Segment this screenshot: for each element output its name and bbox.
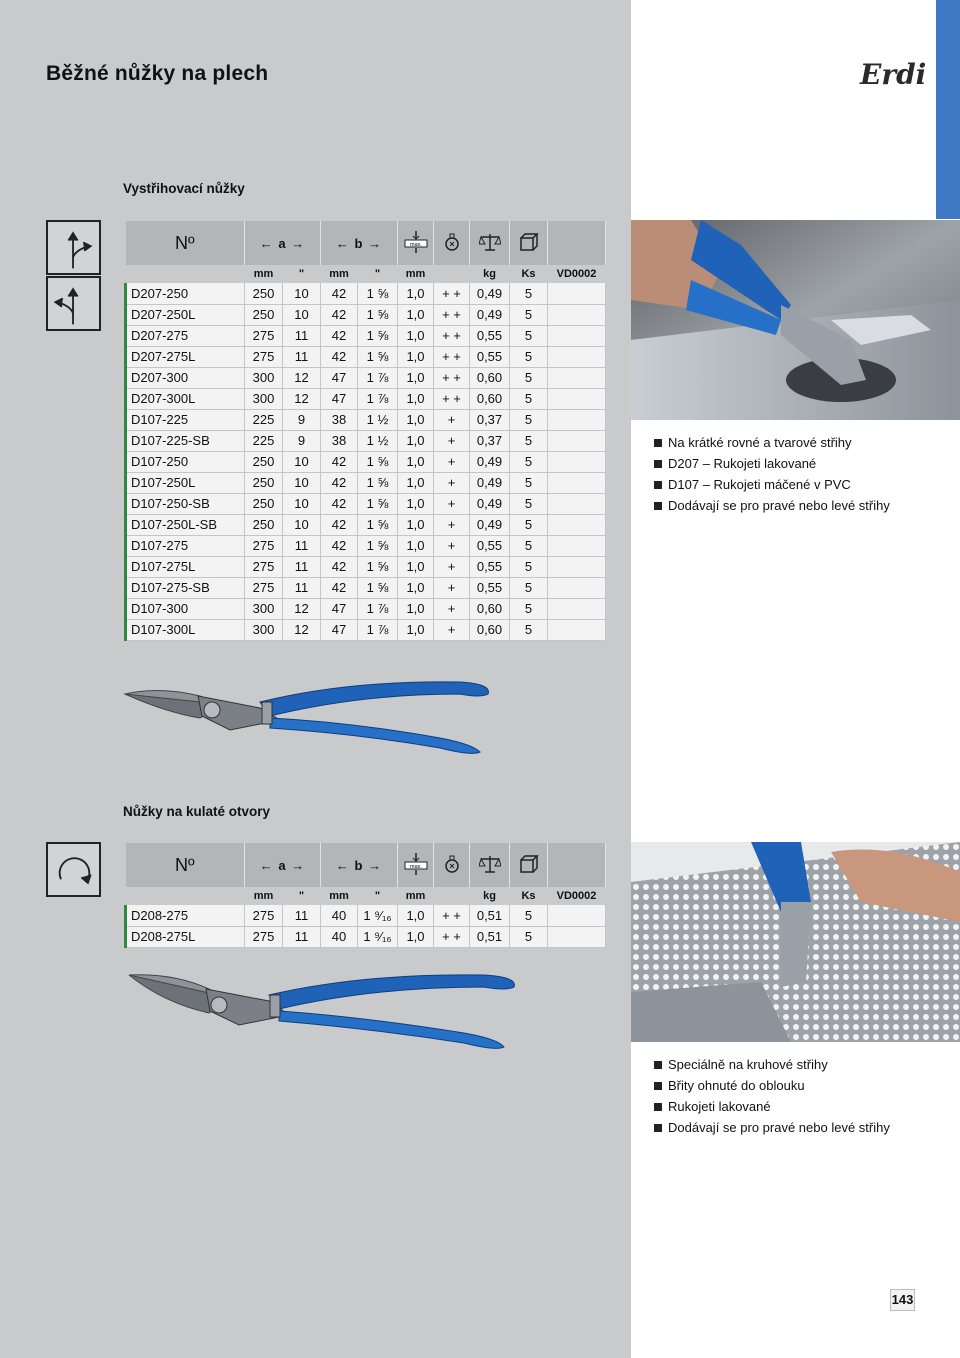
unit-b-mm: mm (321, 265, 358, 283)
cell-type: + (434, 598, 470, 619)
cell-vd-blank (548, 514, 606, 535)
cell-max: 1,0 (398, 409, 434, 430)
bullet-square-icon (654, 502, 662, 510)
bullet-square-icon (654, 460, 662, 468)
feature-item: Speciálně na kruhové střihy (654, 1054, 890, 1075)
cell-ks: 5 (510, 598, 548, 619)
cell-b-mm: 47 (321, 367, 358, 388)
cell-kg: 0,37 (470, 430, 510, 451)
cell-type: + (434, 556, 470, 577)
cell-vd-blank (548, 905, 606, 926)
cell-kg: 0,49 (470, 514, 510, 535)
cell-max: 1,0 (398, 556, 434, 577)
cell-kg: 0,55 (470, 577, 510, 598)
cell-max: 1,0 (398, 472, 434, 493)
cell-b-mm: 42 (321, 304, 358, 325)
section-title-cutting-shears: Vystřihovací nůžky (123, 181, 245, 196)
cell-ks: 5 (510, 905, 548, 926)
cell-b-in: 1 ⅝ (358, 556, 398, 577)
cell-ks: 5 (510, 409, 548, 430)
unit-a-in: " (283, 887, 321, 905)
cell-code: D107-225-SB (126, 430, 245, 451)
cell-ks: 5 (510, 430, 548, 451)
cell-b-in: 1 ⅝ (358, 346, 398, 367)
cell-a-mm: 275 (245, 556, 283, 577)
svg-text:max.: max. (409, 863, 422, 870)
cell-b-in: 1 ⅞ (358, 388, 398, 409)
cell-b-in: 1 ⅝ (358, 325, 398, 346)
table-row (126, 619, 606, 640)
table-row (126, 598, 606, 619)
cell-code: D207-300 (126, 367, 245, 388)
cell-vd-blank (548, 283, 606, 304)
cell-b-mm: 47 (321, 619, 358, 640)
cell-ks: 5 (510, 493, 548, 514)
cell-a-in: 11 (283, 577, 321, 598)
cell-ks: 5 (510, 926, 548, 947)
cell-a-mm: 250 (245, 451, 283, 472)
product-table-cutting-shears (124, 221, 606, 641)
left-curve-cut-icon (46, 276, 101, 331)
dimension-b-header: ← b → (321, 843, 398, 887)
cell-type: + + (434, 367, 470, 388)
cell-code: D107-275L (126, 556, 245, 577)
cell-type: + (434, 535, 470, 556)
cell-ks: 5 (510, 346, 548, 367)
cell-b-in: 1 ⅝ (358, 514, 398, 535)
cell-a-mm: 250 (245, 472, 283, 493)
cell-b-in: 1 ½ (358, 430, 398, 451)
cell-vd-blank (548, 409, 606, 430)
vd-code-header (548, 221, 606, 265)
table-row (126, 388, 606, 409)
dimension-a-header: ← a → (245, 843, 321, 887)
cell-b-in: 1 ⅝ (358, 451, 398, 472)
cell-vd-blank (548, 367, 606, 388)
cell-max: 1,0 (398, 346, 434, 367)
cell-vd-blank (548, 619, 606, 640)
cell-kg: 0,49 (470, 304, 510, 325)
cell-kg: 0,37 (470, 409, 510, 430)
cell-b-mm: 42 (321, 451, 358, 472)
cell-max: 1,0 (398, 367, 434, 388)
section-title-round-hole-shears: Nůžky na kulaté otvory (123, 804, 271, 819)
page-number: 143 (890, 1289, 915, 1311)
cell-ks: 5 (510, 535, 548, 556)
right-curve-cut-icon (46, 220, 101, 275)
cell-code: D107-300 (126, 598, 245, 619)
cell-code: D107-250 (126, 451, 245, 472)
weight-scale-icon (470, 843, 510, 887)
cell-kg: 0,60 (470, 388, 510, 409)
unit-code (126, 887, 245, 905)
cell-vd-blank (548, 926, 606, 947)
cell-code: D207-275 (126, 325, 245, 346)
cell-max: 1,0 (398, 535, 434, 556)
cell-a-mm: 250 (245, 283, 283, 304)
cell-code: D107-225 (126, 409, 245, 430)
unit-ks: Ks (510, 265, 548, 283)
circular-cut-icon (46, 842, 101, 897)
cell-a-mm: 275 (245, 325, 283, 346)
cell-b-mm: 42 (321, 577, 358, 598)
cell-a-mm: 275 (245, 535, 283, 556)
cell-vd-blank (548, 346, 606, 367)
package-box-icon (510, 843, 548, 887)
cell-vd-blank (548, 388, 606, 409)
cell-code: D208-275L (126, 926, 245, 947)
cell-ks: 5 (510, 304, 548, 325)
cell-a-mm: 225 (245, 430, 283, 451)
cell-b-mm: 42 (321, 556, 358, 577)
unit-vd: VD0002 (548, 265, 606, 283)
cell-ks: 5 (510, 451, 548, 472)
cell-b-mm: 47 (321, 388, 358, 409)
brand-logo: Erdi (860, 58, 927, 91)
feature-item: Dodávají se pro pravé nebo levé střihy (654, 495, 890, 516)
cell-code: D207-250L (126, 304, 245, 325)
cell-a-in: 10 (283, 493, 321, 514)
cell-ks: 5 (510, 325, 548, 346)
table-row (126, 472, 606, 493)
unit-max-mm: mm (398, 265, 434, 283)
svg-text:max.: max. (409, 241, 422, 248)
cell-vd-blank (548, 451, 606, 472)
cell-a-in: 12 (283, 388, 321, 409)
cell-type: + (434, 493, 470, 514)
cell-b-mm: 38 (321, 430, 358, 451)
cell-max: 1,0 (398, 493, 434, 514)
cell-a-in: 9 (283, 409, 321, 430)
bullet-square-icon (654, 481, 662, 489)
cell-code: D107-250L-SB (126, 514, 245, 535)
table-row (126, 577, 606, 598)
table-row (126, 514, 606, 535)
package-box-icon (510, 221, 548, 265)
cell-type: + (434, 577, 470, 598)
cell-a-in: 11 (283, 535, 321, 556)
cell-max: 1,0 (398, 388, 434, 409)
cell-kg: 0,49 (470, 283, 510, 304)
cell-a-in: 12 (283, 367, 321, 388)
feature-item: Dodávají se pro pravé nebo levé střihy (654, 1117, 890, 1138)
cell-kg: 0,55 (470, 556, 510, 577)
cell-b-in: 1 ⁹⁄₁₆ (358, 926, 398, 947)
bullet-square-icon (654, 439, 662, 447)
cell-b-in: 1 ⅞ (358, 619, 398, 640)
table-row (126, 325, 606, 346)
cell-kg: 0,51 (470, 926, 510, 947)
unit-type (434, 887, 470, 905)
cell-a-in: 10 (283, 304, 321, 325)
cell-b-in: 1 ⁹⁄₁₆ (358, 905, 398, 926)
dimension-a-header: ← a → (245, 221, 321, 265)
cell-vd-blank (548, 472, 606, 493)
cell-a-mm: 275 (245, 905, 283, 926)
cell-a-in: 10 (283, 472, 321, 493)
cell-kg: 0,60 (470, 367, 510, 388)
max-thickness-icon (398, 221, 434, 265)
cell-type: + (434, 619, 470, 640)
cell-a-mm: 250 (245, 493, 283, 514)
cell-vd-blank (548, 493, 606, 514)
cell-ks: 5 (510, 283, 548, 304)
feature-item: Rukojeti lakované (654, 1096, 890, 1117)
cell-type: + + (434, 388, 470, 409)
table-row (126, 905, 606, 926)
cell-ks: 5 (510, 388, 548, 409)
vd-code-header (548, 843, 606, 887)
bullet-square-icon (654, 1124, 662, 1132)
cell-ks: 5 (510, 367, 548, 388)
table-row (126, 346, 606, 367)
cell-max: 1,0 (398, 514, 434, 535)
cell-b-mm: 42 (321, 346, 358, 367)
cell-b-in: 1 ⅝ (358, 493, 398, 514)
cell-a-in: 11 (283, 905, 321, 926)
table-row (126, 556, 606, 577)
number-header: Nº (126, 221, 245, 265)
cell-type: + (434, 472, 470, 493)
cell-kg: 0,55 (470, 325, 510, 346)
table-row (126, 430, 606, 451)
cell-code: D107-275-SB (126, 577, 245, 598)
cell-a-mm: 225 (245, 409, 283, 430)
table-row (126, 926, 606, 947)
cell-type: + + (434, 905, 470, 926)
unit-b-in: " (358, 265, 398, 283)
cell-a-in: 12 (283, 598, 321, 619)
cell-kg: 0,55 (470, 346, 510, 367)
bullet-square-icon (654, 1082, 662, 1090)
cell-b-in: 1 ⅝ (358, 304, 398, 325)
cell-b-mm: 42 (321, 535, 358, 556)
feature-item: D107 – Rukojeti máčené v PVC (654, 474, 890, 495)
cell-max: 1,0 (398, 926, 434, 947)
cell-a-mm: 300 (245, 367, 283, 388)
feature-list-round-hole-shears (654, 1054, 890, 1138)
unit-b-in: " (358, 887, 398, 905)
number-header: Nº (126, 843, 245, 887)
cell-vd-blank (548, 325, 606, 346)
table-row (126, 409, 606, 430)
cell-a-mm: 275 (245, 577, 283, 598)
cell-ks: 5 (510, 619, 548, 640)
cell-b-mm: 42 (321, 472, 358, 493)
cell-max: 1,0 (398, 619, 434, 640)
table-row (126, 283, 606, 304)
unit-a-mm: mm (245, 265, 283, 283)
cell-a-mm: 275 (245, 346, 283, 367)
cell-code: D107-250L (126, 472, 245, 493)
cell-a-mm: 300 (245, 388, 283, 409)
cell-max: 1,0 (398, 451, 434, 472)
product-photo-perforated-sheet (631, 842, 960, 1042)
unit-kg: kg (470, 887, 510, 905)
cell-b-mm: 40 (321, 905, 358, 926)
table-row (126, 367, 606, 388)
cell-b-in: 1 ½ (358, 409, 398, 430)
cell-type: + + (434, 304, 470, 325)
cell-a-mm: 275 (245, 926, 283, 947)
cell-ks: 5 (510, 514, 548, 535)
shears-product-image (120, 672, 500, 758)
cell-a-in: 10 (283, 451, 321, 472)
cell-kg: 0,49 (470, 451, 510, 472)
cell-b-mm: 47 (321, 598, 358, 619)
unit-b-mm: mm (321, 887, 358, 905)
table-row (126, 304, 606, 325)
cell-b-mm: 40 (321, 926, 358, 947)
cell-a-in: 11 (283, 325, 321, 346)
cell-code: D208-275 (126, 905, 245, 926)
product-table-round-hole-shears (124, 843, 606, 948)
cell-kg: 0,60 (470, 619, 510, 640)
cell-a-mm: 250 (245, 304, 283, 325)
cell-max: 1,0 (398, 304, 434, 325)
cell-a-in: 9 (283, 430, 321, 451)
cell-type: + + (434, 283, 470, 304)
cell-max: 1,0 (398, 283, 434, 304)
cell-kg: 0,51 (470, 905, 510, 926)
cell-b-mm: 42 (321, 514, 358, 535)
cell-vd-blank (548, 430, 606, 451)
cell-b-mm: 42 (321, 325, 358, 346)
accent-strip (936, 0, 960, 219)
cell-code: D207-275L (126, 346, 245, 367)
cell-b-in: 1 ⅝ (358, 472, 398, 493)
cell-vd-blank (548, 304, 606, 325)
unit-vd: VD0002 (548, 887, 606, 905)
cutting-type-icon (434, 843, 470, 887)
cell-type: + + (434, 346, 470, 367)
cell-kg: 0,55 (470, 535, 510, 556)
unit-a-mm: mm (245, 887, 283, 905)
cell-max: 1,0 (398, 325, 434, 346)
unit-kg: kg (470, 265, 510, 283)
cell-max: 1,0 (398, 577, 434, 598)
cutting-type-icon (434, 221, 470, 265)
cell-a-mm: 300 (245, 619, 283, 640)
cell-vd-blank (548, 556, 606, 577)
cell-ks: 5 (510, 472, 548, 493)
page-title: Běžné nůžky na plech (46, 62, 269, 85)
cell-code: D207-300L (126, 388, 245, 409)
cell-a-in: 12 (283, 619, 321, 640)
cell-code: D107-250-SB (126, 493, 245, 514)
cell-a-in: 10 (283, 283, 321, 304)
cell-max: 1,0 (398, 430, 434, 451)
cell-a-mm: 250 (245, 514, 283, 535)
cell-a-in: 11 (283, 346, 321, 367)
table-row (126, 493, 606, 514)
cell-kg: 0,49 (470, 472, 510, 493)
feature-list-cutting-shears (654, 432, 890, 516)
cell-max: 1,0 (398, 598, 434, 619)
cell-b-mm: 38 (321, 409, 358, 430)
cell-type: + (434, 409, 470, 430)
unit-ks: Ks (510, 887, 548, 905)
cell-max: 1,0 (398, 905, 434, 926)
cell-type: + (434, 451, 470, 472)
cell-kg: 0,60 (470, 598, 510, 619)
cell-ks: 5 (510, 556, 548, 577)
product-photo-cutting-sheet (631, 220, 960, 420)
cell-code: D107-275 (126, 535, 245, 556)
cell-b-in: 1 ⅞ (358, 367, 398, 388)
bullet-square-icon (654, 1061, 662, 1069)
cell-a-mm: 300 (245, 598, 283, 619)
cell-kg: 0,49 (470, 493, 510, 514)
feature-item: D207 – Rukojeti lakované (654, 453, 890, 474)
cell-ks: 5 (510, 577, 548, 598)
table-row (126, 535, 606, 556)
cell-b-in: 1 ⅝ (358, 577, 398, 598)
cell-vd-blank (548, 598, 606, 619)
cell-code: D207-250 (126, 283, 245, 304)
cell-a-in: 10 (283, 514, 321, 535)
unit-max-mm: mm (398, 887, 434, 905)
cell-a-in: 11 (283, 926, 321, 947)
weight-scale-icon (470, 221, 510, 265)
cell-vd-blank (548, 535, 606, 556)
table-row (126, 451, 606, 472)
cell-b-in: 1 ⅝ (358, 535, 398, 556)
bullet-square-icon (654, 1103, 662, 1111)
max-thickness-icon (398, 843, 434, 887)
feature-item: Na krátké rovné a tvarové střihy (654, 432, 890, 453)
cell-type: + + (434, 325, 470, 346)
cell-b-in: 1 ⅞ (358, 598, 398, 619)
dimension-b-header: ← b → (321, 221, 398, 265)
cell-type: + + (434, 926, 470, 947)
cell-type: + (434, 430, 470, 451)
cell-type: + (434, 514, 470, 535)
round-hole-shears-product-image (124, 963, 524, 1053)
unit-a-in: " (283, 265, 321, 283)
cell-b-in: 1 ⅝ (358, 283, 398, 304)
feature-item: Břity ohnuté do oblouku (654, 1075, 890, 1096)
cell-b-mm: 42 (321, 283, 358, 304)
cell-vd-blank (548, 577, 606, 598)
cell-b-mm: 42 (321, 493, 358, 514)
unit-code (126, 265, 245, 283)
cell-code: D107-300L (126, 619, 245, 640)
unit-type (434, 265, 470, 283)
cell-a-in: 11 (283, 556, 321, 577)
